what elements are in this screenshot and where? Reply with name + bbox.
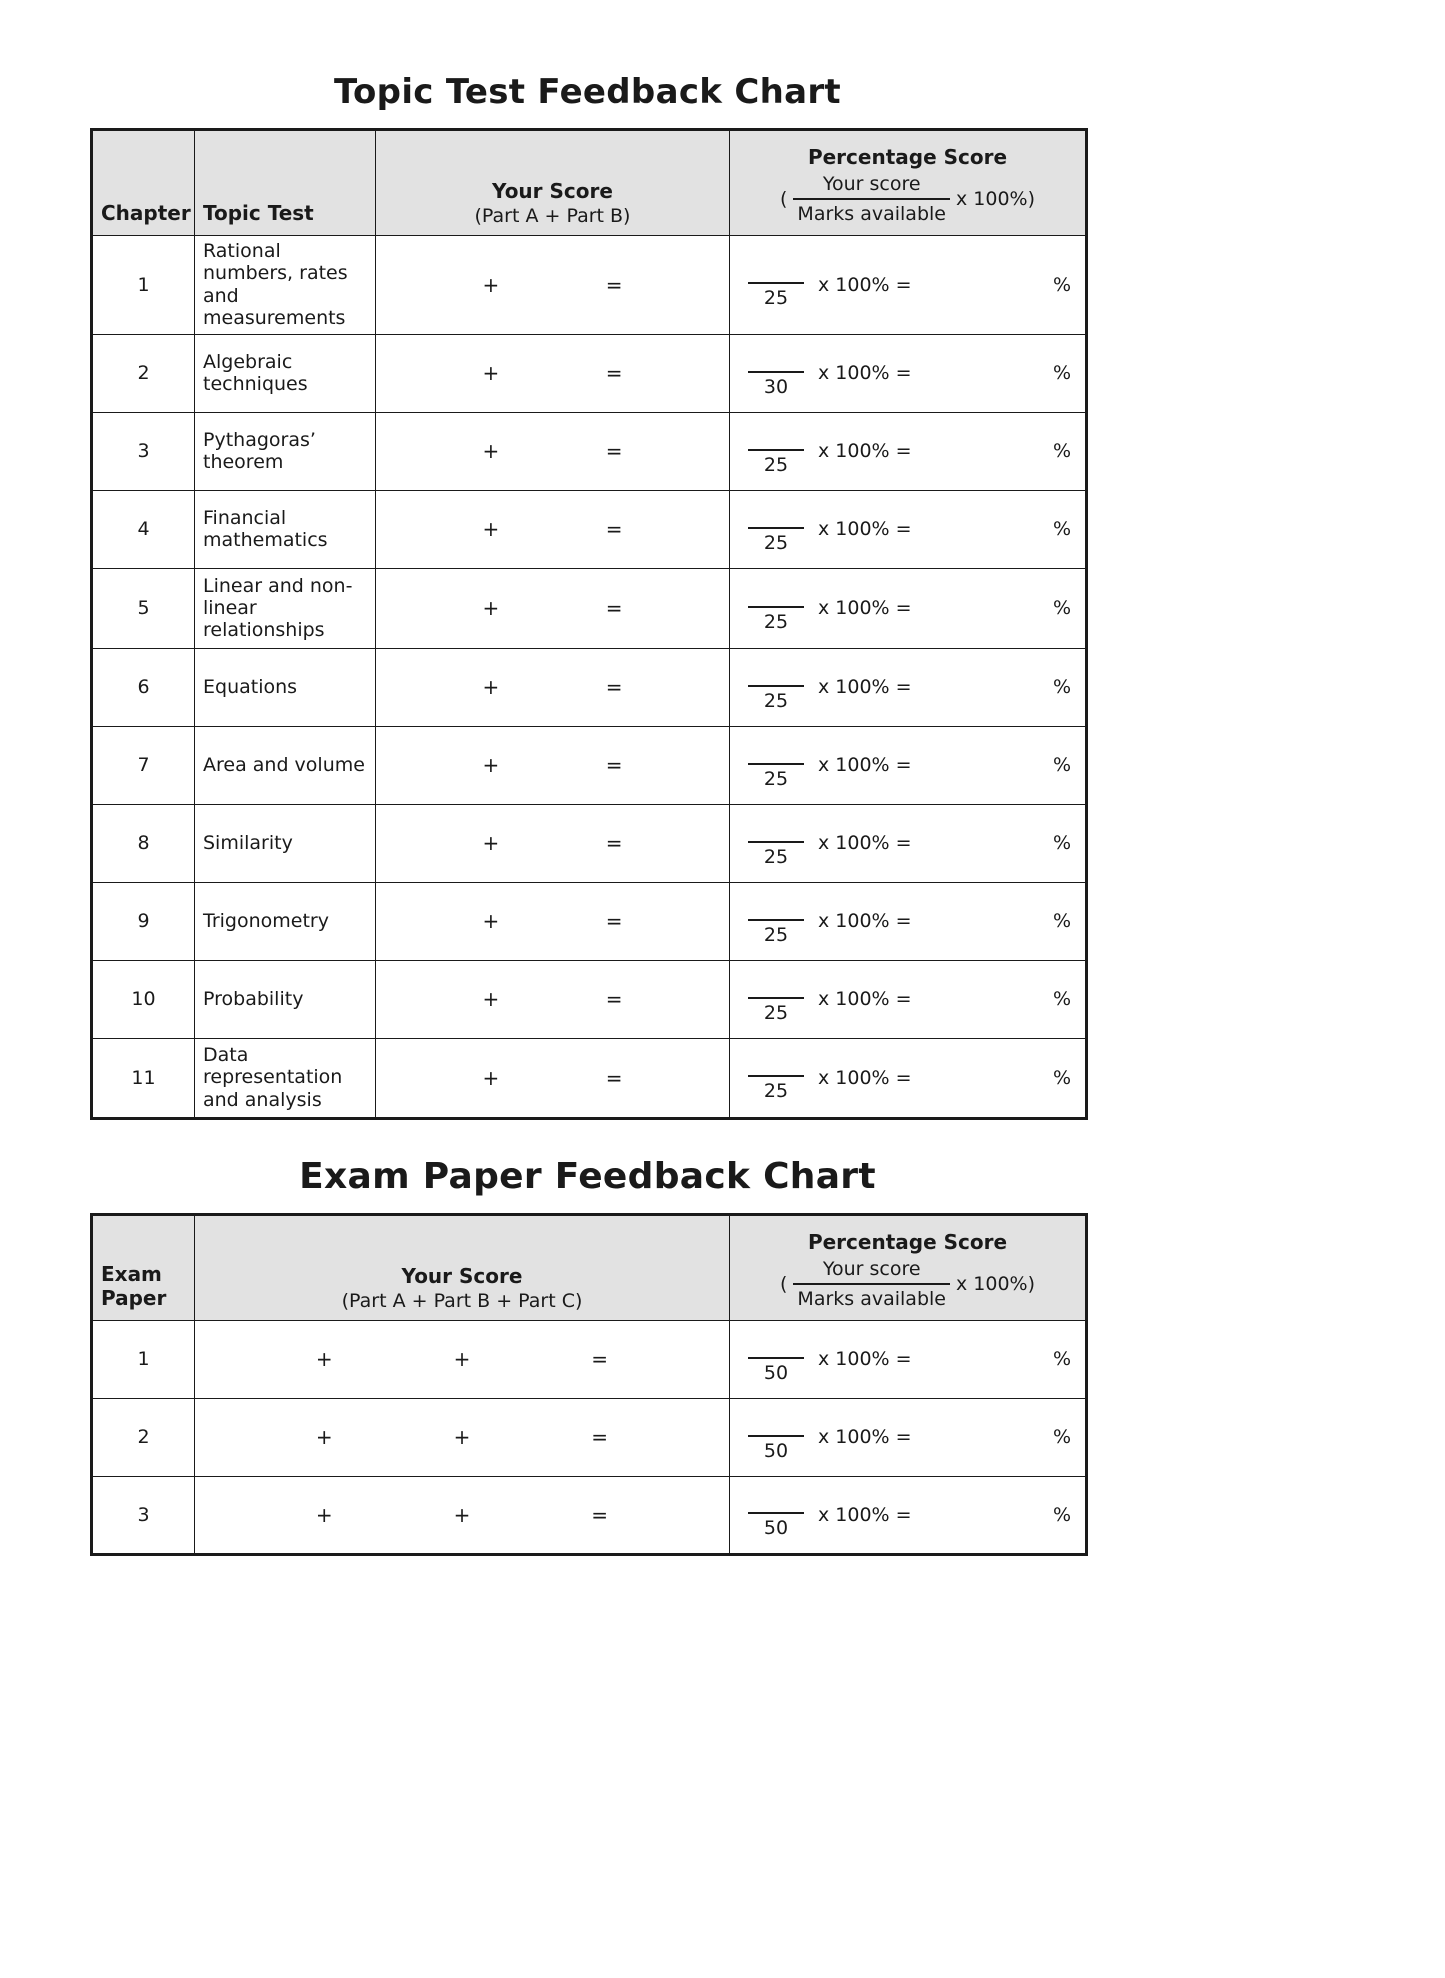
marks-available: 25	[763, 453, 789, 476]
equals-sign: =	[605, 987, 623, 1012]
chapter-cell: 8	[92, 804, 195, 882]
marks-available: 50	[763, 1439, 789, 1462]
score-cell	[376, 412, 730, 490]
topic-row	[92, 490, 1087, 568]
formula-close: x 100%)	[955, 188, 1035, 210]
percent-sign: %	[1052, 1426, 1071, 1449]
score-cell	[376, 334, 730, 412]
percent-sign: %	[1052, 754, 1071, 777]
percentage-cell	[730, 236, 1087, 335]
marks-available: 25	[763, 845, 789, 868]
formula-numerator: Your score	[822, 173, 921, 195]
score-fraction	[748, 1435, 804, 1462]
percentage-formula	[730, 173, 1085, 225]
marks-available: 25	[763, 1001, 789, 1024]
formula-fraction	[793, 173, 950, 225]
x100-label: x 100% =	[818, 273, 912, 296]
topic-cell: Equations	[195, 648, 376, 726]
formula-numerator: Your score	[822, 1257, 921, 1280]
percentage-cell	[730, 1320, 1087, 1398]
x100-label: x 100% =	[818, 597, 912, 620]
equals-sign: =	[605, 439, 623, 464]
equals-sign: =	[591, 1502, 609, 1527]
percentage-cell	[730, 804, 1087, 882]
score-fraction	[748, 449, 804, 476]
chapter-header: Chapter	[92, 130, 195, 236]
topic-cell: Data representation and analysis	[195, 1038, 376, 1118]
topic-cell: Linear and non-linear relationships	[195, 568, 376, 648]
chapter-cell: 7	[92, 726, 195, 804]
plus-sign: +	[453, 1425, 471, 1450]
topic-cell: Rational numbers, rates and measurements	[195, 236, 376, 335]
percent-sign: %	[1052, 518, 1071, 541]
percentage-score-title: Percentage Score	[807, 145, 1008, 169]
plus-sign: +	[482, 831, 500, 856]
topic-row	[92, 568, 1087, 648]
plus-sign: +	[482, 517, 500, 542]
score-cell	[376, 960, 730, 1038]
score-fraction	[748, 527, 804, 554]
percent-sign: %	[1052, 676, 1071, 699]
your-score-title: Your Score	[401, 1263, 523, 1288]
score-cell	[195, 1320, 730, 1398]
percentage-formula	[730, 1258, 1085, 1310]
your-score-title: Your Score	[492, 179, 613, 203]
percent-sign: %	[1052, 273, 1071, 296]
topic-row	[92, 804, 1087, 882]
equals-sign: =	[605, 909, 623, 934]
plus-sign: +	[315, 1425, 333, 1450]
x100-label: x 100% =	[818, 988, 912, 1011]
formula-close: x 100%)	[955, 1272, 1035, 1295]
chapter-cell: 5	[92, 568, 195, 648]
plus-sign: +	[482, 909, 500, 934]
percentage-score-header	[730, 130, 1087, 236]
formula-open-paren: (	[780, 188, 788, 210]
percentage-cell	[730, 568, 1087, 648]
equals-sign: =	[591, 1347, 609, 1372]
topic-cell: Similarity	[195, 804, 376, 882]
topic-row	[92, 412, 1087, 490]
marks-available: 50	[763, 1361, 789, 1384]
score-fraction	[748, 1357, 804, 1384]
topic-row	[92, 236, 1087, 335]
plus-sign: +	[482, 272, 500, 297]
score-fraction	[748, 919, 804, 946]
marks-available: 30	[763, 375, 789, 398]
marks-available: 25	[763, 287, 789, 310]
topic-row	[92, 1038, 1087, 1118]
x100-label: x 100% =	[818, 754, 912, 777]
x100-label: x 100% =	[818, 440, 912, 463]
percentage-cell	[730, 882, 1087, 960]
equals-sign: =	[605, 753, 623, 778]
plus-sign: +	[482, 596, 500, 621]
percentage-cell	[730, 412, 1087, 490]
percentage-score-title: Percentage Score	[807, 1229, 1008, 1254]
equals-sign: =	[605, 675, 623, 700]
plus-sign: +	[482, 1065, 500, 1090]
exam-paper-header: Exam Paper	[92, 1214, 195, 1320]
chapter-cell: 1	[92, 236, 195, 335]
score-fraction	[748, 841, 804, 868]
plus-sign: +	[482, 753, 500, 778]
x100-label: x 100% =	[818, 910, 912, 933]
your-score-header	[376, 130, 730, 236]
score-cell	[376, 1038, 730, 1118]
plus-sign: +	[482, 675, 500, 700]
exam-paper-table	[90, 1213, 1088, 1556]
marks-available: 25	[763, 689, 789, 712]
score-cell	[376, 804, 730, 882]
exam-row	[92, 1398, 1087, 1476]
topic-cell: Trigonometry	[195, 882, 376, 960]
topic-row	[92, 882, 1087, 960]
chapter-cell: 6	[92, 648, 195, 726]
formula-denominator: Marks available	[793, 1283, 950, 1310]
plus-sign: +	[315, 1502, 333, 1527]
x100-label: x 100% =	[818, 518, 912, 541]
equals-sign: =	[605, 272, 623, 297]
equals-sign: =	[591, 1425, 609, 1450]
equals-sign: =	[605, 1065, 623, 1090]
x100-label: x 100% =	[818, 362, 912, 385]
exam-row	[92, 1476, 1087, 1554]
percentage-cell	[730, 334, 1087, 412]
percent-sign: %	[1052, 1348, 1071, 1371]
topic-row	[92, 726, 1087, 804]
topic-chart-title: Topic Test Feedback Chart	[334, 72, 841, 112]
score-cell	[195, 1476, 730, 1554]
marks-available: 25	[763, 610, 789, 633]
your-score-header	[195, 1214, 730, 1320]
exam-paper-cell: 3	[92, 1476, 195, 1554]
score-fraction	[748, 371, 804, 398]
topic-cell: Pythagoras’ theorem	[195, 412, 376, 490]
marks-available: 25	[763, 531, 789, 554]
your-score-parts: (Part A + Part B + Part C)	[341, 1289, 583, 1312]
chapter-cell: 10	[92, 960, 195, 1038]
topic-cell: Area and volume	[195, 726, 376, 804]
topic-test-header: Topic Test	[195, 130, 376, 236]
plus-sign: +	[315, 1347, 333, 1372]
topic-row	[92, 334, 1087, 412]
topic-row	[92, 648, 1087, 726]
score-fraction	[748, 685, 804, 712]
score-fraction	[748, 282, 804, 309]
x100-label: x 100% =	[818, 1503, 912, 1526]
score-cell	[376, 648, 730, 726]
x100-label: x 100% =	[818, 1066, 912, 1089]
score-fraction	[748, 763, 804, 790]
topic-cell: Algebraic techniques	[195, 334, 376, 412]
score-fraction	[748, 606, 804, 633]
x100-label: x 100% =	[818, 1426, 912, 1449]
score-cell	[376, 568, 730, 648]
percent-sign: %	[1052, 832, 1071, 855]
exam-table-header-row	[92, 1214, 1087, 1320]
score-fraction	[748, 1512, 804, 1539]
percentage-cell	[730, 1398, 1087, 1476]
percentage-cell	[730, 648, 1087, 726]
score-cell	[376, 490, 730, 568]
topic-cell: Financial mathematics	[195, 490, 376, 568]
chapter-cell: 3	[92, 412, 195, 490]
percent-sign: %	[1052, 597, 1071, 620]
percent-sign: %	[1052, 988, 1071, 1011]
score-cell	[376, 882, 730, 960]
equals-sign: =	[605, 361, 623, 386]
equals-sign: =	[605, 831, 623, 856]
exam-chart-title: Exam Paper Feedback Chart	[299, 1155, 876, 1197]
chapter-cell: 11	[92, 1038, 195, 1118]
score-cell	[195, 1398, 730, 1476]
percentage-cell	[730, 1038, 1087, 1118]
percentage-score-header	[730, 1214, 1087, 1320]
percent-sign: %	[1052, 910, 1071, 933]
chapter-cell: 2	[92, 334, 195, 412]
score-cell	[376, 726, 730, 804]
percentage-cell	[730, 726, 1087, 804]
formula-fraction	[793, 1258, 950, 1310]
marks-available: 25	[763, 767, 789, 790]
plus-sign: +	[482, 361, 500, 386]
plus-sign: +	[482, 439, 500, 464]
chapter-cell: 9	[92, 882, 195, 960]
score-cell	[376, 236, 730, 335]
percent-sign: %	[1052, 1503, 1071, 1526]
topic-row	[92, 960, 1087, 1038]
percent-sign: %	[1052, 440, 1071, 463]
equals-sign: =	[605, 517, 623, 542]
x100-label: x 100% =	[818, 832, 912, 855]
x100-label: x 100% =	[818, 676, 912, 699]
score-fraction	[748, 1075, 804, 1102]
marks-available: 25	[763, 923, 789, 946]
x100-label: x 100% =	[818, 1348, 912, 1371]
percent-sign: %	[1052, 362, 1071, 385]
percentage-cell	[730, 960, 1087, 1038]
plus-sign: +	[453, 1347, 471, 1372]
topic-table-header-row	[92, 130, 1087, 236]
plus-sign: +	[453, 1502, 471, 1527]
percent-sign: %	[1052, 1066, 1071, 1089]
chapter-cell: 4	[92, 490, 195, 568]
marks-available: 25	[763, 1080, 789, 1103]
equals-sign: =	[605, 596, 623, 621]
your-score-parts: (Part A + Part B)	[474, 205, 631, 227]
plus-sign: +	[482, 987, 500, 1012]
exam-row	[92, 1320, 1087, 1398]
topic-test-table	[90, 128, 1088, 1120]
exam-paper-cell: 1	[92, 1320, 195, 1398]
percentage-cell	[730, 490, 1087, 568]
score-fraction	[748, 997, 804, 1024]
formula-open-paren: (	[780, 1272, 788, 1295]
marks-available: 50	[763, 1517, 789, 1540]
formula-denominator: Marks available	[793, 198, 950, 225]
percentage-cell	[730, 1476, 1087, 1554]
topic-cell: Probability	[195, 960, 376, 1038]
exam-paper-cell: 2	[92, 1398, 195, 1476]
